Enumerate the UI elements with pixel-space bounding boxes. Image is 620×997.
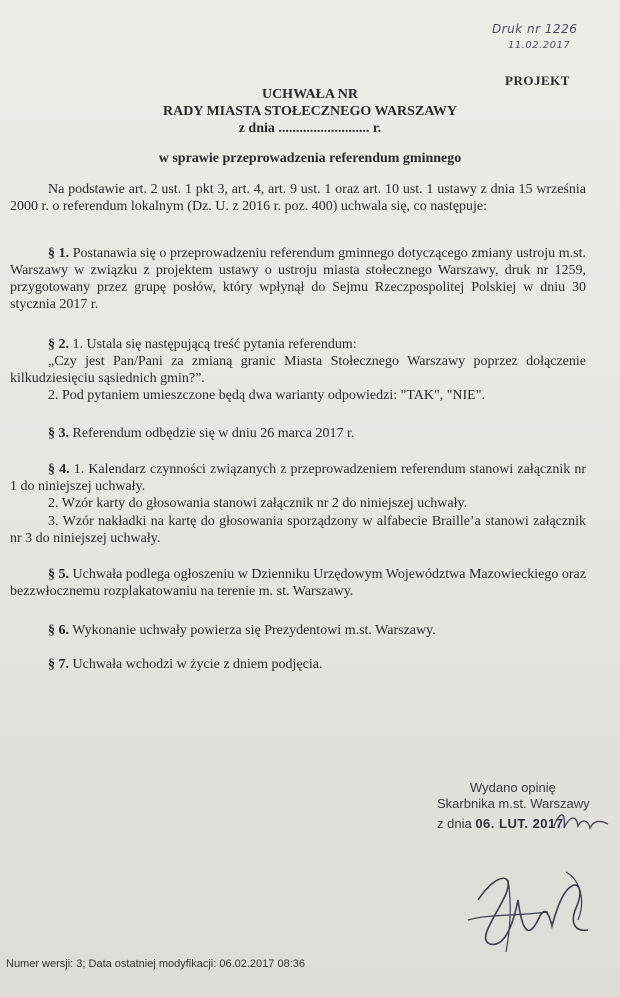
section-2-p2: 2. Pod pytaniem umieszczone będą dwa warianty odpowiedzi: "TAK", "NIE".	[48, 388, 485, 403]
section-6	[10, 622, 586, 639]
section-1-text: Postanawia się o przeprowadzeniu referendum gminnego dotyczącego zmiany ustroju m.st. Warszawy w związku z projektem ustawy o ustroju miasta stołecznego Warszawy, druk nr 1259, przygotowany przez grupę posłów, który wpłynął do Sejmu Rzeczpospolitej Polskiej w dniu 30 stycznia 2017 r.	[10, 246, 586, 312]
section-4-p2: 2. Wzór karty do głosowania stanowi załącznik nr 2 do niniejszej uchwały.	[48, 496, 468, 511]
handwritten-print-number: Druk nr 1226	[492, 22, 578, 36]
resolution-title: UCHWAŁA NR	[261, 87, 359, 102]
opinion-stamp-date	[437, 816, 563, 831]
opinion-stamp-line2: Skarbnika m.st. Warszawy	[437, 796, 590, 811]
section-7-mark: § 7.	[48, 657, 69, 672]
section-5-mark: § 5.	[48, 567, 70, 582]
date-line: z dnia .......................... r.	[238, 121, 382, 136]
council-name: RADY MIASTA STOŁECZNEGO WARSZAWY	[163, 104, 457, 119]
handwritten-date-note: 11.02.2017	[508, 40, 571, 51]
section-1-mark: § 1.	[48, 246, 70, 261]
section-7-text: Uchwała wchodzi w życie z dniem podjęcia.	[69, 657, 323, 672]
section-4-mark: § 4.	[48, 462, 70, 477]
section-7	[10, 656, 586, 673]
opinion-stamp-line1: Wydano opinię	[470, 780, 556, 795]
project-label: PROJEKT	[505, 73, 570, 88]
section-2-text: 1. Ustala się następującą treść pytania referendum:	[69, 337, 357, 352]
section-3-mark: § 3.	[48, 426, 69, 441]
section-5	[10, 566, 586, 600]
stamp-date-prefix: z dnia	[437, 816, 472, 831]
preamble: Na podstawie art. 2 ust. 1 pkt 3, art. 4, art. 9 ust. 1 oraz art. 10 ust. 1 ustawy z dnia 15 września 2000 r. o referendum lokalnym (Dz. U. z 2016 r. poz. 400) uchwala się, co następuje:	[10, 182, 586, 214]
section-3-text: Referendum odbędzie się w dniu 26 marca 2017 r.	[69, 426, 355, 441]
section-6-text: Wykonanie uchwały powierza się Prezydentowi m.st. Warszawy.	[69, 623, 436, 638]
section-2-mark: § 2.	[48, 337, 69, 352]
section-6-mark: § 6.	[48, 623, 69, 638]
version-footer: Numer wersji: 3; Data ostatniej modyfikacji: 06.02.2017 08:36	[6, 958, 305, 970]
signature-icon	[448, 860, 608, 960]
section-4-p3: 3. Wzór nakładki na kartę do głosowania sporządzony w alfabecie Braille’a stanowi załącznik nr 3 do niniejszej uchwały.	[10, 514, 586, 546]
stamp-date-value: 06. LUT. 2017	[475, 816, 564, 831]
section-4-p1	[10, 461, 586, 495]
resolution-subject: w sprawie przeprowadzenia referendum gminnego	[158, 151, 462, 166]
section-3	[10, 425, 586, 442]
section-1	[10, 245, 586, 313]
section-4-text: 1. Kalendarz czynności związanych z przeprowadzeniem referendum stanowi załącznik nr 1 do niniejszej uchwały.	[10, 462, 587, 494]
handwritten-initials-icon	[550, 806, 612, 836]
section-5-text: Uchwała podlega ogłoszeniu w Dzienniku Urzędowym Województwa Mazowieckiego oraz bezzwłocznemu rozplakatowaniu na terenie m. st. Warszawy.	[10, 567, 586, 599]
section-2-p1	[10, 336, 586, 353]
section-2-question: „Czy jest Pan/Pani za zmianą granic Miasta Stołecznego Warszawy poprzez dołączenie kilkudziesięciu sąsiednich gmin?”.	[10, 354, 586, 386]
